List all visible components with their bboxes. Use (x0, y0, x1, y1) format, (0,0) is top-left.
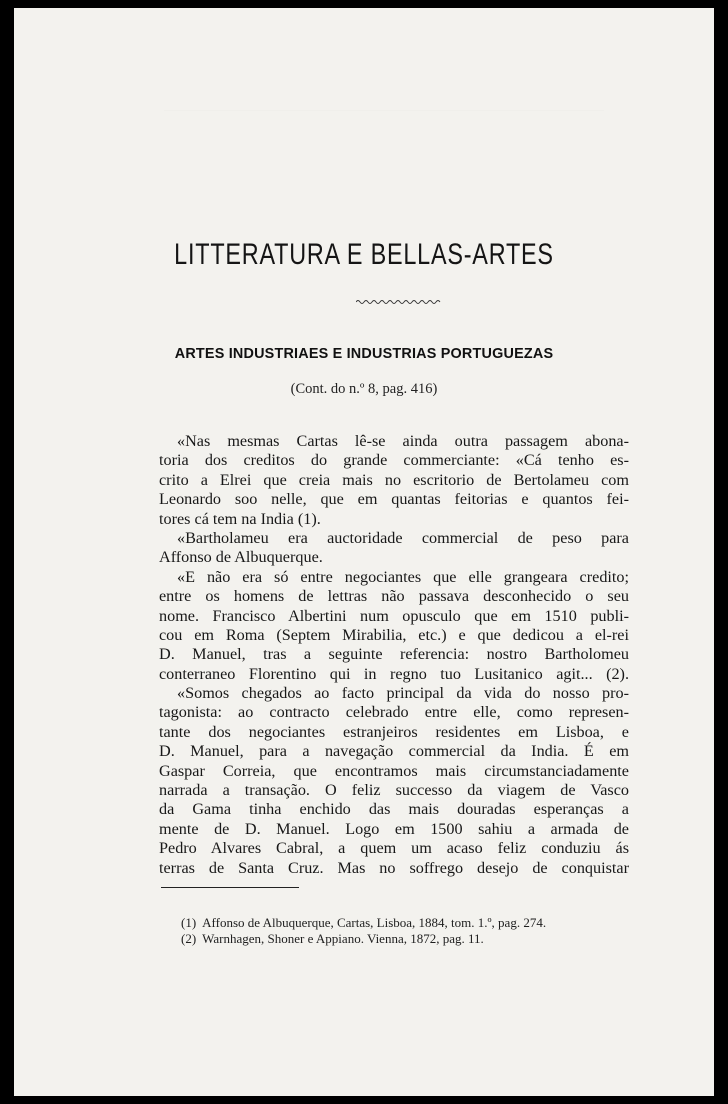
body-line: Leonardo soo nelle, que em quantas feitorias e quantos fei- (159, 490, 629, 509)
body-line: toria dos creditos do grande commerciante: «Cá tenho es- (159, 451, 629, 470)
body-line: Pedro Alvares Cabral, a quem um acaso feliz conduziu ás (159, 839, 629, 858)
section-title: LITTERATURA E BELLAS-ARTES (174, 238, 554, 271)
body-line: entre os homens de lettras não passava desconhecido o seu (159, 587, 629, 606)
body-line: tores cá tem na India (1). (159, 509, 321, 528)
footnote-divider (161, 887, 299, 888)
ornamental-rule (356, 298, 442, 306)
article-body (159, 432, 629, 878)
footnote (181, 931, 631, 947)
bleed-through-header (164, 90, 604, 111)
body-line: tante dos negociantes estranjeiros residentes em Lisboa, e (159, 722, 629, 741)
body-line: narrada a transação. O feliz successo da viagem de Vasco (159, 781, 629, 800)
footnotes (181, 915, 631, 947)
body-line: D. Manuel, para a navegação commercial da India. É em (159, 742, 629, 761)
body-line: D. Manuel, tras a seguinte referencia: nostro Bartholomeu (159, 645, 629, 664)
body-line: cou em Roma (Septem Mirabilia, etc.) e que dedicou a el-rei (159, 625, 629, 644)
body-line: conterraneo Florentino qui in regno tuo Lusitanico agit... (2). (159, 664, 629, 683)
footnote-number: (1) (181, 915, 197, 930)
body-line: «E não era só entre negociantes que elle grangeara credito; (177, 567, 629, 586)
footnote-text: Affonso de Albuquerque, Cartas, Lisboa, 1884, tom. 1.º, pag. 274. (202, 915, 547, 930)
page (14, 8, 714, 1096)
body-line: nome. Francisco Albertini num opusculo que em 1510 publi- (159, 606, 629, 625)
body-line: «Bartholameu era auctoridade commercial de peso para (177, 528, 629, 547)
body-line: Affonso de Albuquerque. (159, 548, 323, 567)
body-line: crito a Elrei que creia mais no escritorio de Bertolameu com (159, 470, 629, 489)
continuation-note: (Cont. do n.º 8, pag. 416) (290, 381, 438, 397)
body-line: «Nas mesmas Cartas lê-se ainda outra passagem abona- (177, 432, 629, 450)
body-line: terras de Santa Cruz. Mas no soffrego desejo de conquistar (159, 858, 629, 877)
footnote (181, 915, 631, 931)
footnote-text: Warnhagen, Shoner e Appiano. Vienna, 1872, pag. 11. (202, 931, 484, 946)
article-subtitle: ARTES INDUSTRIAES E INDUSTRIAS PORTUGUEZAS (174, 345, 554, 362)
body-line: «Somos chegados ao facto principal da vida do nosso pro- (177, 684, 629, 703)
body-line: Gaspar Correia, que encontramos mais circumstanciadamente (159, 761, 629, 780)
footnote-number: (2) (181, 931, 197, 946)
body-line: mente de D. Manuel. Logo em 1500 sahiu a armada de (159, 819, 629, 838)
body-line: da Gama tinha enchido das mais douradas esperanças a (159, 800, 629, 819)
body-line: tagonista: ao contracto celebrado entre elle, como represen- (159, 703, 629, 722)
